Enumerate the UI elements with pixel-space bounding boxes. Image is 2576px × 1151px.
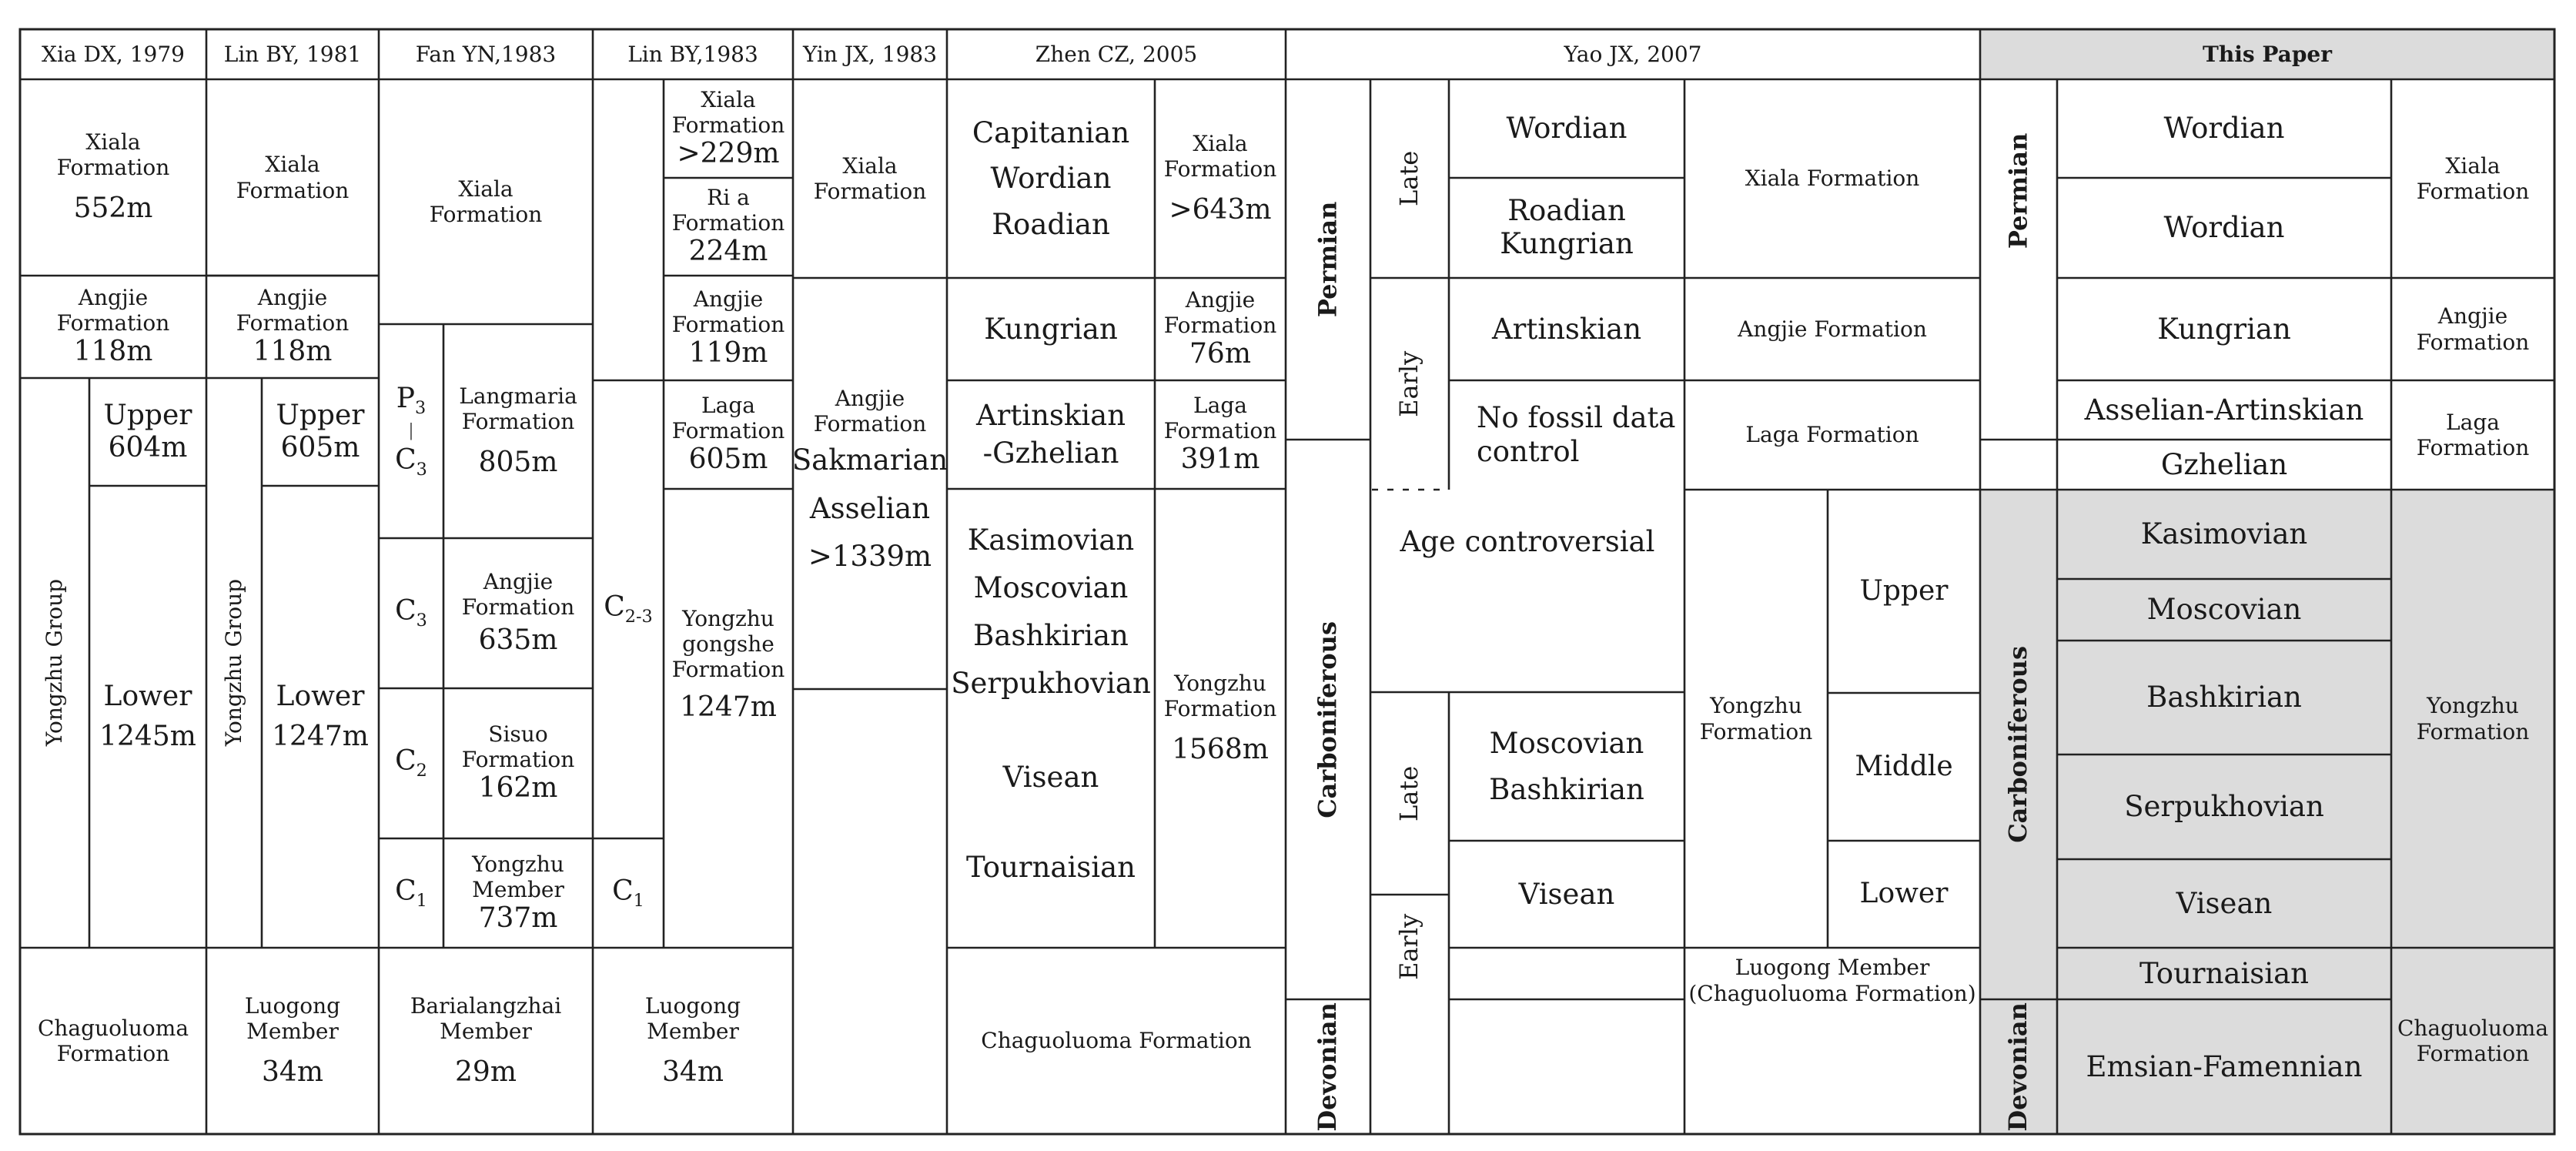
fan1983-yongzhu-name: Yongzhu Member bbox=[472, 851, 564, 902]
paper-stage-12-cell: Emsian-Famennian bbox=[2086, 1049, 2363, 1083]
fan1983-c2-period: $C_2$ bbox=[395, 745, 427, 781]
xia1979-group-label: Yongzhu Group bbox=[42, 579, 68, 747]
fan1983-p3-bar: | bbox=[408, 421, 414, 440]
yao2007-carboniferous-label: Carboniferous bbox=[1313, 621, 1343, 818]
paper-laga-cell: Laga Formation bbox=[2416, 409, 2530, 460]
header-yin-jx-1983: Yin JX, 1983 bbox=[802, 41, 938, 67]
yao2007-yongzhu-cell: Yongzhu Formation bbox=[1699, 693, 1813, 744]
yin1983-angjie-name: Angjie Formation bbox=[813, 385, 927, 437]
yao2007-no-fossil-cell: No fossil data control bbox=[1477, 400, 1676, 468]
header-fan-yn-1983: Fan YN,1983 bbox=[415, 41, 557, 67]
zhen2005-stage-5: Visean bbox=[1002, 760, 1099, 794]
xia1979-lower-thickness: 1245m bbox=[99, 721, 196, 752]
yao2007-lower-cell: Lower bbox=[1859, 878, 1949, 910]
fan1983-langmaria-name: Langmaria Formation bbox=[459, 383, 577, 434]
lin1981-lower-label: Lower bbox=[276, 680, 365, 712]
zhen2005-angjie-thickness: 76m bbox=[1189, 338, 1251, 370]
paper-stage-1-cell: Wordian bbox=[2163, 112, 2285, 146]
yao2007-devonian-label: Devonian bbox=[1313, 1002, 1343, 1132]
xia1979-xiala-thickness: 552m bbox=[73, 192, 153, 225]
yao2007-age-controversial-cell: Age controversial bbox=[1400, 525, 1655, 558]
fan1983-c3-period: $C_3$ bbox=[395, 595, 427, 631]
zhen2005-yongzhu-name: Yongzhu Formation bbox=[1163, 670, 1277, 721]
lin1983-yongzhu-thickness: 1247m bbox=[680, 691, 777, 724]
lin1981-upper-thickness: 605m bbox=[280, 432, 360, 463]
lin1983-angjie-thickness: 119m bbox=[688, 336, 768, 369]
paper-stage-4-cell: Asselian-Artinskian bbox=[2084, 393, 2364, 427]
lin1981-group-label: Yongzhu Group bbox=[221, 579, 247, 747]
lin1983-xiala-thickness: >229m bbox=[677, 137, 780, 169]
fan1983-sisuo-name: Sisuo Formation bbox=[461, 721, 575, 773]
yao2007-upper-cell: Upper bbox=[1859, 574, 1949, 607]
xia1979-angjie-name: Angjie Formation bbox=[56, 285, 170, 336]
xia1979-upper-label: Upper bbox=[103, 399, 192, 431]
paper-stage-9-cell: Serpukhovian bbox=[2124, 790, 2324, 824]
zhen2005-stage-2-cell: Kungrian bbox=[984, 312, 1118, 346]
fan1983-yongzhu-thickness: 737m bbox=[478, 902, 558, 934]
paper-stage-11-cell: Tournaisian bbox=[2139, 956, 2310, 990]
yao2007-laga-cell: Laga Formation bbox=[1745, 422, 1919, 448]
lin1983-yongzhu-name: Yongzhu gongshe Formation bbox=[671, 606, 785, 683]
yao2007-visean-cell: Visean bbox=[1518, 877, 1615, 911]
paper-devonian-label: Devonian bbox=[2003, 1002, 2033, 1132]
lin1983-ria-thickness: 224m bbox=[688, 236, 768, 268]
header-xia-dx-1979: Xia DX, 1979 bbox=[42, 41, 185, 67]
yao2007-wordian-cell: Wordian bbox=[1506, 112, 1628, 146]
zhen2005-xiala-name: Xiala Formation bbox=[1163, 130, 1277, 182]
lin1981-angjie-thickness: 118m bbox=[253, 336, 333, 368]
zhen2005-stage-3-cell: Artinskian -Gzhelian bbox=[975, 399, 1126, 470]
lin1983-laga-name: Laga Formation bbox=[671, 393, 785, 444]
lin1981-luogong-thickness: 34m bbox=[262, 1056, 323, 1088]
header-zhen-cz-2005: Zhen CZ, 2005 bbox=[1035, 41, 1198, 67]
yao2007-late-permian-label: Late bbox=[1394, 150, 1424, 207]
lin1983-angjie-name: Angjie Formation bbox=[671, 286, 785, 337]
paper-stage-8-cell: Bashkirian bbox=[2146, 681, 2302, 714]
zhen2005-laga-name: Laga Formation bbox=[1163, 393, 1277, 444]
yao2007-moscovian-bashkirian-cell: Moscovian Bashkirian bbox=[1489, 727, 1644, 806]
yao2007-middle-cell: Middle bbox=[1855, 750, 1953, 782]
lin1981-xiala-cell: Xiala Formation bbox=[236, 152, 350, 203]
yao2007-angjie-cell: Angjie Formation bbox=[1738, 316, 1927, 342]
fan1983-xiala-cell: Xiala Formation bbox=[429, 176, 543, 227]
yao2007-roadian-kungrian-cell: Roadian Kungrian bbox=[1500, 194, 1634, 260]
header-lin-by-1981: Lin BY, 1981 bbox=[223, 41, 362, 67]
lin1983-c23-period: $C_{2-3}$ bbox=[604, 591, 653, 627]
paper-yongzhu-cell: Yongzhu Formation bbox=[2416, 693, 2530, 744]
yao2007-early-carb-label: Early bbox=[1394, 913, 1424, 981]
yao2007-artinskian-cell: Artinskian bbox=[1491, 312, 1642, 346]
lin1983-laga-thickness: 605m bbox=[688, 443, 768, 476]
paper-xiala-cell: Xiala Formation bbox=[2416, 152, 2530, 204]
fan1983-p3-label: $P_3$ bbox=[396, 382, 427, 418]
paper-stage-5-cell: Gzhelian bbox=[2160, 447, 2288, 481]
lin1981-angjie-name: Angjie Formation bbox=[236, 285, 350, 336]
lin1983-ria-name: Ri a Formation bbox=[671, 185, 785, 236]
header-yao-jx-2007: Yao JX, 2007 bbox=[1564, 41, 1702, 67]
lin1983-luogong-name: Luogong Member bbox=[644, 992, 741, 1044]
table-outer-border bbox=[20, 29, 2554, 1134]
xia1979-lower-label: Lower bbox=[103, 680, 192, 712]
fan1983-c3-label: $C_3$ bbox=[395, 444, 427, 480]
lin1983-luogong-thickness: 34m bbox=[662, 1056, 724, 1088]
yao2007-early-permian-label: Early bbox=[1394, 350, 1424, 417]
fan1983-angjie-name: Angjie Formation bbox=[461, 569, 575, 621]
zhen2005-stage-4: Kasimovian Moscovian Bashkirian Serpukhovian bbox=[951, 524, 1151, 701]
yao2007-luogong-cell: Luogong Member (Chaguoluoma Formation) bbox=[1688, 955, 1976, 1006]
fan1983-c1-period: $C_1$ bbox=[395, 875, 427, 911]
yao2007-xiala-cell: Xiala Formation bbox=[1745, 166, 1920, 192]
yin1983-xiala-cell: Xiala Formation bbox=[813, 152, 927, 204]
paper-carboniferous-label: Carboniferous bbox=[2003, 646, 2033, 843]
xia1979-upper-thickness: 604m bbox=[108, 432, 188, 463]
fan1983-sisuo-thickness: 162m bbox=[478, 772, 558, 805]
fan1983-angjie-thickness: 635m bbox=[478, 624, 558, 657]
lin1981-lower-thickness: 1247m bbox=[272, 721, 369, 752]
yao2007-permian-label: Permian bbox=[1313, 201, 1343, 318]
lin1981-upper-label: Upper bbox=[276, 399, 365, 431]
paper-stage-10-cell: Visean bbox=[2176, 886, 2273, 920]
paper-chaguoluoma-cell: Chaguoluoma Formation bbox=[2397, 1015, 2549, 1066]
lin1981-luogong-name: Luogong Member bbox=[244, 992, 341, 1044]
zhen2005-xiala-thickness: >643m bbox=[1169, 193, 1272, 226]
lin1983-c1-period: $C_1$ bbox=[612, 875, 644, 911]
zhen2005-stage-1-cell: Capitanian Wordian Roadian bbox=[972, 116, 1130, 241]
paper-permian-label: Permian bbox=[2003, 132, 2033, 249]
paper-stage-2-cell: Wordian bbox=[2163, 211, 2285, 245]
yin1983-stages: Sakmarian Asselian >1339m bbox=[791, 443, 948, 574]
zhen2005-laga-thickness: 391m bbox=[1180, 443, 1260, 476]
xia1979-xiala-name: Xiala Formation bbox=[56, 129, 170, 181]
yao2007-late-carb-label: Late bbox=[1394, 765, 1424, 821]
fan1983-barialangzhai-name: Barialangzhai Member bbox=[410, 992, 562, 1044]
lin1983-xiala-name: Xiala Formation bbox=[671, 86, 785, 138]
header-lin-by-1983: Lin BY,1983 bbox=[627, 41, 758, 67]
zhen2005-stage-6: Tournaisian bbox=[965, 850, 1136, 884]
xia1979-angjie-thickness: 118m bbox=[73, 336, 153, 368]
paper-stage-6-cell: Kasimovian bbox=[2140, 517, 2308, 551]
zhen2005-yongzhu-thickness: 1568m bbox=[1172, 733, 1269, 765]
fan1983-barialangzhai-thickness: 29m bbox=[455, 1056, 517, 1088]
xia1979-chaguoluoma-cell: Chaguoluoma Formation bbox=[37, 1015, 189, 1066]
paper-angjie-cell: Angjie Formation bbox=[2416, 303, 2530, 355]
zhen2005-chaguoluoma-cell: Chaguoluoma Formation bbox=[981, 1028, 1252, 1054]
zhen2005-angjie-name: Angjie Formation bbox=[1163, 287, 1277, 339]
header-this-paper: This Paper bbox=[2203, 41, 2332, 67]
paper-stage-7-cell: Moscovian bbox=[2146, 593, 2302, 627]
fan1983-langmaria-thickness: 805m bbox=[478, 446, 558, 478]
paper-stage-3-cell: Kungrian bbox=[2157, 312, 2291, 346]
